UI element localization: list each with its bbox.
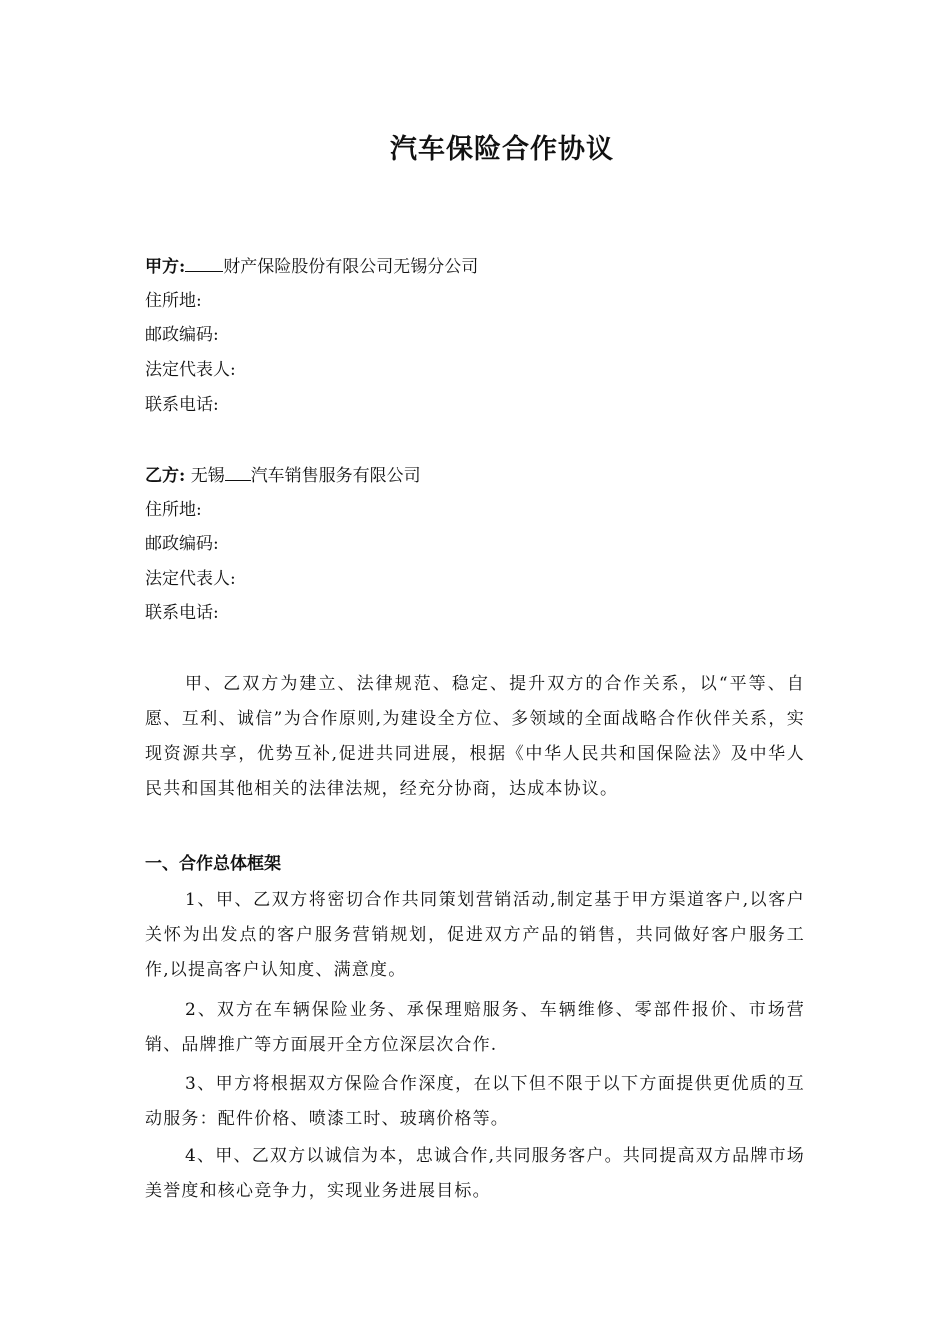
party-b-postcode: 邮政编码: (145, 534, 219, 554)
party-b-phone: 联系电话: (145, 603, 219, 623)
party-a-postcode: 邮政编码: (145, 325, 219, 345)
party-a-legal-rep: 法定代表人: (145, 360, 236, 380)
party-b-blank (225, 462, 251, 481)
party-a-line (145, 253, 478, 279)
document-title: 汽车保险合作协议 (390, 134, 614, 165)
section1-item-1: 1、甲、乙双方将密切合作共同策划营销活动,制定基于甲方渠道客户,以客户关怀为出发点的客户服务营销规划，促进双方产品的销售，共同做好客户服务工作,以提高客户认知度、满意度。 (145, 890, 805, 980)
party-a-address: 住所地: (145, 291, 202, 311)
preamble-paragraph: 甲、乙双方为建立、法律规范、稳定、提升双方的合作关系，以“平等、自愿、互利、诚信”为合作原则,为建设全方位、多领域的全面战略合作伙伴关系，实现资源共享，优势互补,促进共同进展，根据《中华人民共和国保险法》及中华人民共和国其他相关的法律法规，经充分协商，达成本协议。 (145, 674, 805, 799)
party-b-name-prefix: 无锡 (190, 466, 225, 486)
party-b-legal-rep: 法定代表人: (145, 569, 236, 589)
party-b-address: 住所地: (145, 500, 202, 520)
section1-item-3: 3、甲方将根据双方保险合作深度，在以下但不限于以下方面提供更优质的互动服务：配件价格、喷漆工时、玻璃价格等。 (145, 1074, 805, 1129)
party-b-label: 乙方: (145, 466, 186, 486)
section1-heading: 一、合作总体框架 (145, 854, 281, 874)
section1-item-4: 4、甲、乙双方以诚信为本，忠诚合作,共同服务客户。共同提高双方品牌市场美誉度和核心竞争力，实现业务进展目标。 (145, 1146, 805, 1201)
party-a-phone: 联系电话: (145, 395, 219, 415)
party-a-name: 财产保险股份有限公司无锡分公司 (223, 257, 479, 277)
party-a-label: 甲方: (145, 257, 186, 277)
party-b-line (145, 462, 421, 488)
section1-item-2: 2、双方在车辆保险业务、承保理赔服务、车辆维修、零部件报价、市场营销、品牌推广等方面展开全方位深层次合作. (145, 1000, 805, 1055)
party-b-name-suffix: 汽车销售服务有限公司 (250, 466, 421, 486)
party-a-blank (185, 253, 223, 272)
